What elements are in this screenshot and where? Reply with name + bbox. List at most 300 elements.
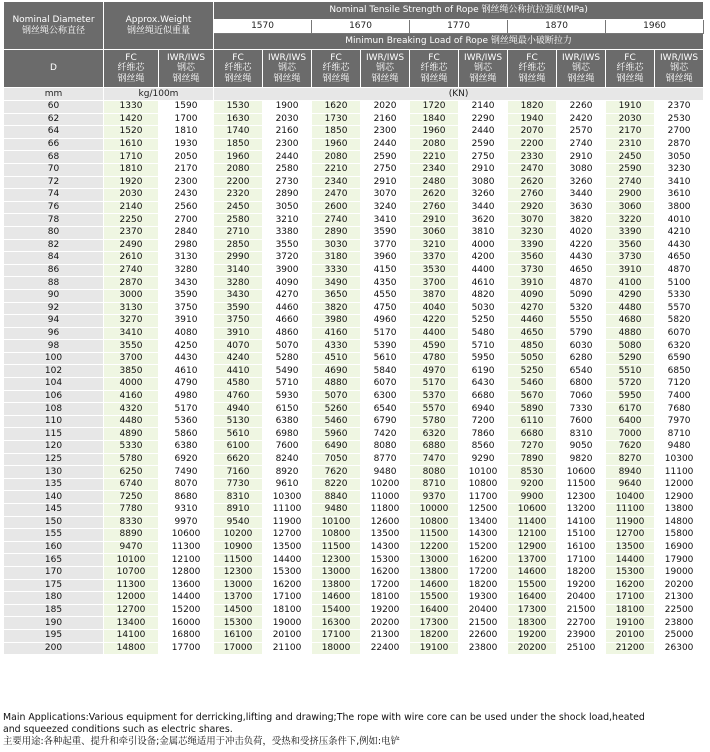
value-cell: 11300 <box>159 541 214 554</box>
value-cell: 10800 <box>459 478 508 491</box>
value-cell: 14100 <box>557 516 606 529</box>
value-cell: 3630 <box>557 201 606 214</box>
fc-cn-label-2: 钢丝绳 <box>224 73 252 84</box>
value-cell: 1940 <box>508 113 557 126</box>
iwr-label: IWR/IWS <box>267 52 307 63</box>
value-cell: 20200 <box>655 579 704 592</box>
core-fc-1570 <box>214 50 263 88</box>
value-cell: 16900 <box>655 541 704 554</box>
value-cell: 21100 <box>263 642 312 655</box>
value-cell: 3820 <box>557 214 606 227</box>
value-cell: 4290 <box>606 289 655 302</box>
strength-1960: 1960 <box>606 20 704 34</box>
value-cell: 8710 <box>655 428 704 441</box>
value-cell: 3700 <box>104 352 159 365</box>
value-cell: 6940 <box>459 403 508 416</box>
value-cell: 4690 <box>312 365 361 378</box>
value-cell: 6980 <box>263 428 312 441</box>
diameter-cell: 70 <box>4 163 104 176</box>
value-cell: 1420 <box>104 113 159 126</box>
value-cell: 4040 <box>410 302 459 315</box>
core-iwr-weight <box>159 50 214 88</box>
value-cell: 2760 <box>508 189 557 202</box>
value-cell: 4090 <box>263 277 312 290</box>
value-cell: 6800 <box>557 378 606 391</box>
value-cell: 5280 <box>263 352 312 365</box>
value-cell: 9470 <box>104 541 159 554</box>
value-cell: 5360 <box>159 415 214 428</box>
value-cell: 5030 <box>459 302 508 315</box>
iwr-label: IWR/IWS <box>365 52 405 63</box>
value-cell: 4860 <box>263 327 312 340</box>
value-cell: 11100 <box>655 466 704 479</box>
diameter-cell: 96 <box>4 327 104 340</box>
value-cell: 2890 <box>263 189 312 202</box>
value-cell: 4480 <box>606 302 655 315</box>
value-cell: 2620 <box>410 189 459 202</box>
value-cell: 17100 <box>557 554 606 567</box>
value-cell: 2200 <box>214 176 263 189</box>
value-cell: 4660 <box>263 315 312 328</box>
diameter-cell: 108 <box>4 403 104 416</box>
value-cell: 16300 <box>312 617 361 630</box>
value-cell: 6380 <box>263 415 312 428</box>
core-type-row <box>4 50 704 88</box>
value-cell: 13700 <box>508 554 557 567</box>
value-cell: 5390 <box>361 340 410 353</box>
value-cell: 3900 <box>263 264 312 277</box>
core-iwr-1670 <box>361 50 410 88</box>
value-cell: 10300 <box>263 491 312 504</box>
value-cell: 1840 <box>410 113 459 126</box>
value-cell: 5320 <box>557 302 606 315</box>
fc-cn-label-2: 钢丝绳 <box>518 73 546 84</box>
value-cell: 3080 <box>557 163 606 176</box>
value-cell: 2910 <box>410 214 459 227</box>
diameter-cell: 180 <box>4 592 104 605</box>
diameter-cell: 130 <box>4 466 104 479</box>
value-cell: 6680 <box>459 390 508 403</box>
value-cell: 2170 <box>606 126 655 139</box>
value-cell: 10400 <box>606 491 655 504</box>
fc-cn-label-1: 纤维芯 <box>616 63 644 74</box>
value-cell: 2740 <box>606 176 655 189</box>
value-cell: 20100 <box>263 629 312 642</box>
value-cell: 14600 <box>312 592 361 605</box>
value-cell: 3210 <box>410 239 459 252</box>
value-cell: 6680 <box>508 428 557 441</box>
unit-mm: mm <box>4 88 104 101</box>
value-cell: 1740 <box>214 126 263 139</box>
value-cell: 2570 <box>557 126 606 139</box>
strength-1870: 1870 <box>508 20 606 34</box>
value-cell: 8310 <box>557 428 606 441</box>
value-cell: 10700 <box>104 566 159 579</box>
value-cell: 1810 <box>159 126 214 139</box>
value-cell: 7600 <box>263 441 312 454</box>
table-row <box>4 541 704 554</box>
value-cell: 1930 <box>159 138 214 151</box>
diameter-cell: 82 <box>4 239 104 252</box>
value-cell: 2140 <box>459 101 508 114</box>
value-cell: 3430 <box>159 277 214 290</box>
core-iwr-1770 <box>459 50 508 88</box>
value-cell: 2870 <box>655 138 704 151</box>
value-cell: 6590 <box>655 352 704 365</box>
value-cell: 20200 <box>508 642 557 655</box>
value-cell: 6540 <box>557 365 606 378</box>
value-cell: 15500 <box>508 579 557 592</box>
value-cell: 21300 <box>655 592 704 605</box>
value-cell: 15200 <box>459 541 508 554</box>
value-cell: 2840 <box>159 226 214 239</box>
value-cell: 1520 <box>104 126 159 139</box>
value-cell: 11500 <box>557 478 606 491</box>
table-row <box>4 579 704 592</box>
value-cell: 2340 <box>410 163 459 176</box>
value-cell: 1850 <box>214 138 263 151</box>
table-row <box>4 302 704 315</box>
value-cell: 1530 <box>214 101 263 114</box>
value-cell: 1610 <box>104 138 159 151</box>
value-cell: 12800 <box>159 566 214 579</box>
value-cell: 7000 <box>606 428 655 441</box>
value-cell: 3410 <box>655 176 704 189</box>
value-cell: 5170 <box>410 378 459 391</box>
fc-cn-label-1: 纤维芯 <box>322 63 350 74</box>
value-cell: 5490 <box>263 365 312 378</box>
diameter-cell: 175 <box>4 579 104 592</box>
value-cell: 7680 <box>655 403 704 416</box>
value-cell: 14600 <box>410 579 459 592</box>
value-cell: 8770 <box>361 453 410 466</box>
value-cell: 5790 <box>557 327 606 340</box>
diameter-cell: 78 <box>4 214 104 227</box>
value-cell: 2080 <box>312 151 361 164</box>
value-cell: 2080 <box>214 163 263 176</box>
table-row <box>4 428 704 441</box>
value-cell: 7860 <box>459 428 508 441</box>
value-cell: 5330 <box>655 289 704 302</box>
value-cell: 2580 <box>263 163 312 176</box>
value-cell: 6620 <box>214 453 263 466</box>
value-cell: 8080 <box>361 441 410 454</box>
iwr-cn-label-2: 钢丝绳 <box>172 73 200 84</box>
iwr-label: IWR/IWS <box>561 52 601 63</box>
table-row <box>4 390 704 403</box>
table-row <box>4 529 704 542</box>
value-cell: 3410 <box>104 327 159 340</box>
value-cell: 12300 <box>557 491 606 504</box>
value-cell: 6070 <box>655 327 704 340</box>
value-cell: 8530 <box>508 466 557 479</box>
value-cell: 3370 <box>410 252 459 265</box>
value-cell: 14500 <box>214 604 263 617</box>
value-cell: 3050 <box>263 201 312 214</box>
diameter-cell: 165 <box>4 554 104 567</box>
value-cell: 2590 <box>459 138 508 151</box>
value-cell: 18100 <box>361 592 410 605</box>
value-cell: 2450 <box>606 151 655 164</box>
value-cell: 7120 <box>655 378 704 391</box>
value-cell: 15200 <box>159 604 214 617</box>
value-cell: 8070 <box>159 478 214 491</box>
value-cell: 12200 <box>410 541 459 554</box>
value-cell: 4350 <box>361 277 410 290</box>
table-row <box>4 176 704 189</box>
value-cell: 2160 <box>263 126 312 139</box>
value-cell: 2620 <box>508 176 557 189</box>
value-cell: 9050 <box>557 441 606 454</box>
value-cell: 3240 <box>361 201 410 214</box>
value-cell: 2070 <box>508 126 557 139</box>
iwr-cn-label-1: 钢芯 <box>278 63 297 74</box>
diameter-cell: 120 <box>4 441 104 454</box>
value-cell: 5570 <box>655 302 704 315</box>
value-cell: 4650 <box>655 252 704 265</box>
value-cell: 2490 <box>104 239 159 252</box>
diameter-header-cn: 钢丝绳公称直径 <box>21 25 85 36</box>
table-row <box>4 453 704 466</box>
value-cell: 5480 <box>459 327 508 340</box>
diameter-cell: 125 <box>4 453 104 466</box>
value-cell: 3530 <box>410 264 459 277</box>
value-cell: 13400 <box>104 617 159 630</box>
value-cell: 3960 <box>361 252 410 265</box>
value-cell: 12300 <box>312 554 361 567</box>
value-cell: 3910 <box>508 277 557 290</box>
value-cell: 3730 <box>508 264 557 277</box>
value-cell: 4430 <box>557 252 606 265</box>
value-cell: 4240 <box>214 352 263 365</box>
value-cell: 4820 <box>459 289 508 302</box>
value-cell: 10600 <box>508 504 557 517</box>
value-cell: 19200 <box>508 629 557 642</box>
value-cell: 3750 <box>159 302 214 315</box>
value-cell: 3390 <box>606 226 655 239</box>
applications-line-1: Main Applications:Various equipment for derricking,lifting and drawing;The rope with wire core can be used under the shock load,heated <box>3 712 645 723</box>
value-cell: 21200 <box>606 642 655 655</box>
value-cell: 1900 <box>263 101 312 114</box>
value-cell: 4940 <box>214 403 263 416</box>
table-row <box>4 554 704 567</box>
value-cell: 3490 <box>312 277 361 290</box>
weight-header <box>104 2 214 50</box>
value-cell: 3910 <box>159 315 214 328</box>
value-cell: 2140 <box>104 201 159 214</box>
rope-spec-table <box>3 1 704 655</box>
value-cell: 3230 <box>508 226 557 239</box>
diameter-symbol: D <box>4 50 104 88</box>
iwr-cn-label-1: 钢芯 <box>572 63 591 74</box>
value-cell: 14800 <box>104 642 159 655</box>
diameter-cell: 64 <box>4 126 104 139</box>
value-cell: 2740 <box>557 138 606 151</box>
table-row <box>4 277 704 290</box>
table-row <box>4 113 704 126</box>
table-row <box>4 201 704 214</box>
unit-load: (KN) <box>214 88 704 101</box>
value-cell: 1850 <box>312 126 361 139</box>
value-cell: 14300 <box>361 541 410 554</box>
unit-row <box>4 88 704 101</box>
value-cell: 5250 <box>508 365 557 378</box>
value-cell: 10100 <box>459 466 508 479</box>
value-cell: 3440 <box>459 201 508 214</box>
table-row <box>4 403 704 416</box>
value-cell: 5820 <box>655 315 704 328</box>
value-cell: 2590 <box>606 163 655 176</box>
diameter-cell: 74 <box>4 189 104 202</box>
value-cell: 8890 <box>104 529 159 542</box>
value-cell: 20400 <box>557 592 606 605</box>
diameter-cell: 80 <box>4 226 104 239</box>
value-cell: 7730 <box>214 478 263 491</box>
value-cell: 3720 <box>263 252 312 265</box>
core-fc-1960 <box>606 50 655 88</box>
table-row <box>4 252 704 265</box>
value-cell: 7620 <box>312 466 361 479</box>
value-cell: 22400 <box>361 642 410 655</box>
value-cell: 2760 <box>410 201 459 214</box>
table-row <box>4 592 704 605</box>
table-row <box>4 441 704 454</box>
diameter-cell: 90 <box>4 289 104 302</box>
value-cell: 12700 <box>263 529 312 542</box>
value-cell: 3080 <box>459 176 508 189</box>
value-cell: 9820 <box>557 453 606 466</box>
value-cell: 21500 <box>459 617 508 630</box>
value-cell: 4160 <box>104 390 159 403</box>
value-cell: 17700 <box>159 642 214 655</box>
value-cell: 14400 <box>159 592 214 605</box>
value-cell: 18000 <box>312 642 361 655</box>
value-cell: 2910 <box>459 163 508 176</box>
table-row <box>4 415 704 428</box>
fc-label: FC <box>330 52 342 63</box>
value-cell: 2290 <box>459 113 508 126</box>
value-cell: 13500 <box>361 529 410 542</box>
value-cell: 6070 <box>361 378 410 391</box>
value-cell: 6100 <box>214 441 263 454</box>
applications-note <box>3 712 707 748</box>
value-cell: 2160 <box>361 113 410 126</box>
value-cell: 10900 <box>214 541 263 554</box>
value-cell: 18200 <box>459 579 508 592</box>
table-row <box>4 504 704 517</box>
value-cell: 2030 <box>606 113 655 126</box>
iwr-label: IWR/IWS <box>166 52 206 63</box>
value-cell: 7490 <box>159 466 214 479</box>
value-cell: 15300 <box>214 617 263 630</box>
table-row <box>4 289 704 302</box>
value-cell: 5170 <box>361 327 410 340</box>
value-cell: 8560 <box>459 441 508 454</box>
value-cell: 23900 <box>557 629 606 642</box>
tensile-strength-title: Nominal Tensile Strength of Rope 钢丝绳公称抗拉强度(MPa) <box>214 2 704 20</box>
diameter-cell: 195 <box>4 629 104 642</box>
strength-1570: 1570 <box>214 20 312 34</box>
value-cell: 4090 <box>508 289 557 302</box>
value-cell: 15300 <box>263 566 312 579</box>
value-cell: 20200 <box>361 617 410 630</box>
iwr-label: IWR/IWS <box>660 52 699 63</box>
value-cell: 4510 <box>312 352 361 365</box>
value-cell: 3140 <box>214 264 263 277</box>
value-cell: 7250 <box>104 491 159 504</box>
value-cell: 5930 <box>263 390 312 403</box>
value-cell: 7060 <box>557 390 606 403</box>
diameter-cell: 94 <box>4 315 104 328</box>
value-cell: 4480 <box>104 415 159 428</box>
table-row <box>4 226 704 239</box>
value-cell: 25100 <box>557 642 606 655</box>
value-cell: 18300 <box>508 617 557 630</box>
value-cell: 17200 <box>459 566 508 579</box>
value-cell: 3610 <box>655 189 704 202</box>
value-cell: 2260 <box>557 101 606 114</box>
value-cell: 3260 <box>557 176 606 189</box>
value-cell: 17200 <box>361 579 410 592</box>
value-cell: 5570 <box>410 403 459 416</box>
value-cell: 17100 <box>263 592 312 605</box>
value-cell: 4550 <box>361 289 410 302</box>
value-cell: 13800 <box>312 579 361 592</box>
value-cell: 12700 <box>606 529 655 542</box>
value-cell: 5290 <box>606 352 655 365</box>
value-cell: 1810 <box>104 163 159 176</box>
value-cell: 13400 <box>459 516 508 529</box>
diameter-cell: 102 <box>4 365 104 378</box>
value-cell: 9480 <box>361 466 410 479</box>
value-cell: 3560 <box>508 252 557 265</box>
value-cell: 22600 <box>459 629 508 642</box>
diameter-cell: 145 <box>4 504 104 517</box>
value-cell: 2850 <box>214 239 263 252</box>
value-cell: 3060 <box>410 226 459 239</box>
value-cell: 2170 <box>159 163 214 176</box>
value-cell: 7620 <box>606 441 655 454</box>
value-cell: 2210 <box>312 163 361 176</box>
value-cell: 11100 <box>263 504 312 517</box>
diameter-cell: 135 <box>4 478 104 491</box>
value-cell: 1730 <box>312 113 361 126</box>
iwr-cn-label-2: 钢丝绳 <box>567 73 595 84</box>
value-cell: 3650 <box>312 289 361 302</box>
value-cell: 1960 <box>214 151 263 164</box>
value-cell: 14400 <box>606 554 655 567</box>
weight-header-cn: 钢丝绳近似重量 <box>127 25 191 36</box>
value-cell: 2610 <box>104 252 159 265</box>
diameter-cell: 155 <box>4 529 104 542</box>
value-cell: 3180 <box>312 252 361 265</box>
diameter-cell: 115 <box>4 428 104 441</box>
table-row <box>4 491 704 504</box>
value-cell: 13000 <box>312 566 361 579</box>
value-cell: 4080 <box>159 327 214 340</box>
value-cell: 3270 <box>104 315 159 328</box>
value-cell: 3130 <box>159 252 214 265</box>
table-row <box>4 189 704 202</box>
value-cell: 22500 <box>655 604 704 617</box>
diameter-cell: 200 <box>4 642 104 655</box>
value-cell: 18100 <box>606 604 655 617</box>
value-cell: 2890 <box>312 226 361 239</box>
value-cell: 4610 <box>159 365 214 378</box>
value-cell: 9480 <box>655 441 704 454</box>
table-row <box>4 378 704 391</box>
value-cell: 2370 <box>655 101 704 114</box>
